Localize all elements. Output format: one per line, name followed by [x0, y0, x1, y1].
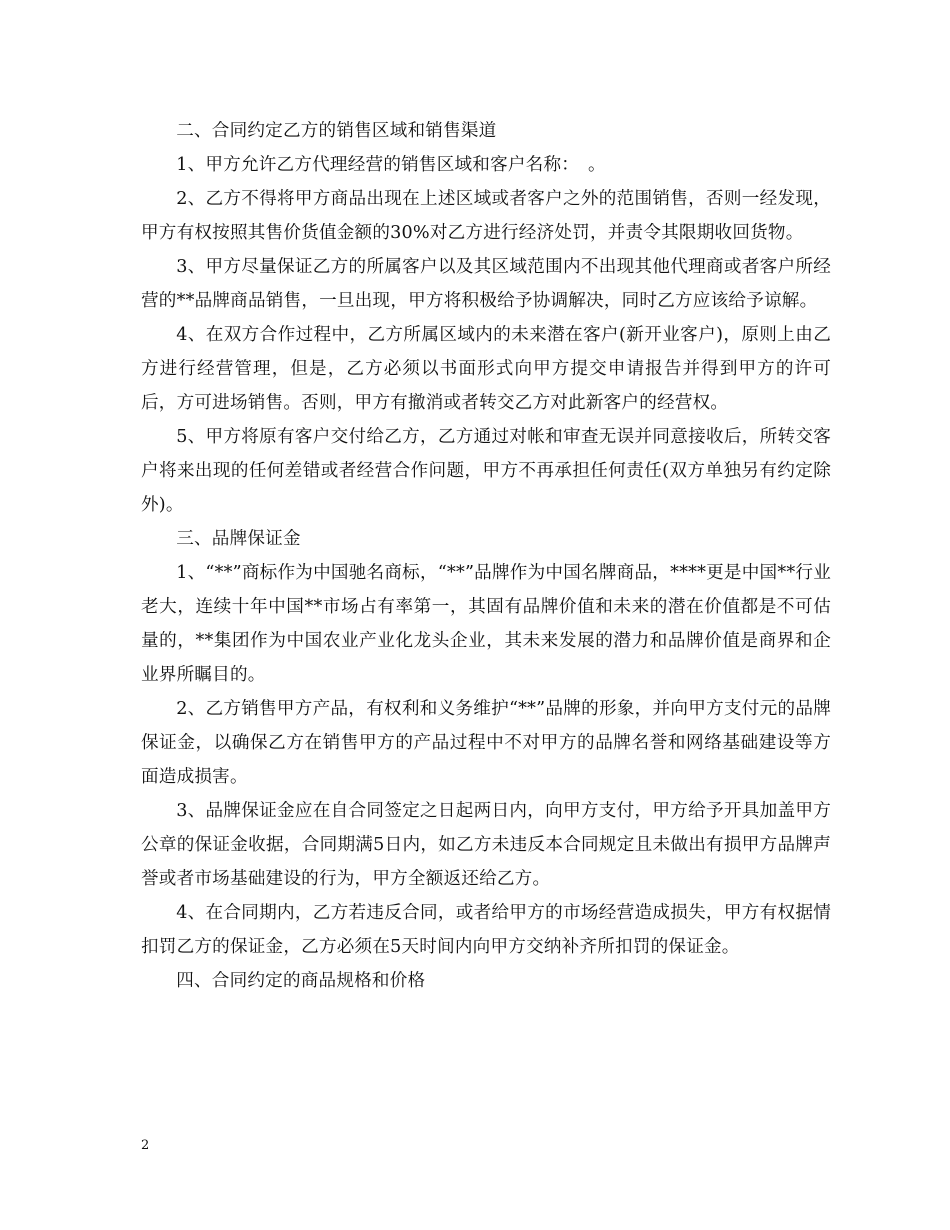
- clause-2-4: 4、在双方合作过程中，乙方所属区域内的未来潜在客户(新开业客户)，原则上由乙方进行经营管理，但是，乙方必须以书面形式向甲方提交申请报告并得到甲方的许可后，方可进场销售。否则，甲方有撤消或者转交乙方对此新客户的经营权。: [141, 325, 831, 413]
- section-heading-four: 四、合同约定的商品规格和价格: [176, 971, 426, 991]
- clause-2-1: 1、甲方允许乙方代理经营的销售区域和客户名称： 。: [176, 155, 606, 175]
- section-heading-three: 三、品牌保证金: [176, 529, 301, 549]
- clause-3-1: 1、“**”商标作为中国驰名商标，“**”品牌作为中国名牌商品，****更是中国**行业老大，连续十年中国**市场占有率第一，其固有品牌价值和未来的潜在价值都是不可估量的，**集团作为中国农业产业化龙头企业，其未来发展的潜力和品牌价值是商界和企业界所瞩目的。: [141, 563, 831, 685]
- section-heading-two: 二、合同约定乙方的销售区域和销售渠道: [176, 121, 497, 141]
- clause-2-3: 3、甲方尽量保证乙方的所属客户以及其区域范围内不出现其他代理商或者客户所经营的**品牌商品销售，一旦出现，甲方将积极给予协调解决，同时乙方应该给予谅解。: [141, 257, 831, 311]
- clause-3-3: 3、品牌保证金应在自合同签定之日起两日内，向甲方支付，甲方给予开具加盖甲方公章的保证金收据，合同期满5日内，如乙方未违反本合同规定且未做出有损甲方品牌声誉或者市场基础建设的行为，甲方全额返还给乙方。: [141, 801, 831, 889]
- clause-3-4: 4、在合同期内，乙方若违反合同，或者给甲方的市场经营造成损失，甲方有权据情扣罚乙方的保证金，乙方必须在5天时间内向甲方交纳补齐所扣罚的保证金。: [141, 903, 831, 957]
- page-number: 2: [141, 1138, 150, 1153]
- contract-body: [141, 114, 831, 998]
- clause-2-2: 2、乙方不得将甲方商品出现在上述区域或者客户之外的范围销售，否则一经发现，甲方有权按照其售价货值金额的30%对乙方进行经济处罚，并责令其限期收回货物。: [141, 189, 831, 243]
- clause-2-5: 5、甲方将原有客户交付给乙方，乙方通过对帐和审查无误并同意接收后，所转交客户将来出现的任何差错或者经营合作问题，甲方不再承担任何责任(双方单独另有约定除外)。: [141, 427, 831, 515]
- clause-3-2: 2、乙方销售甲方产品，有权利和义务维护“**”品牌的形象，并向甲方支付元的品牌保证金，以确保乙方在销售甲方的产品过程中不对甲方的品牌名誉和网络基础建设等方面造成损害。: [141, 699, 831, 787]
